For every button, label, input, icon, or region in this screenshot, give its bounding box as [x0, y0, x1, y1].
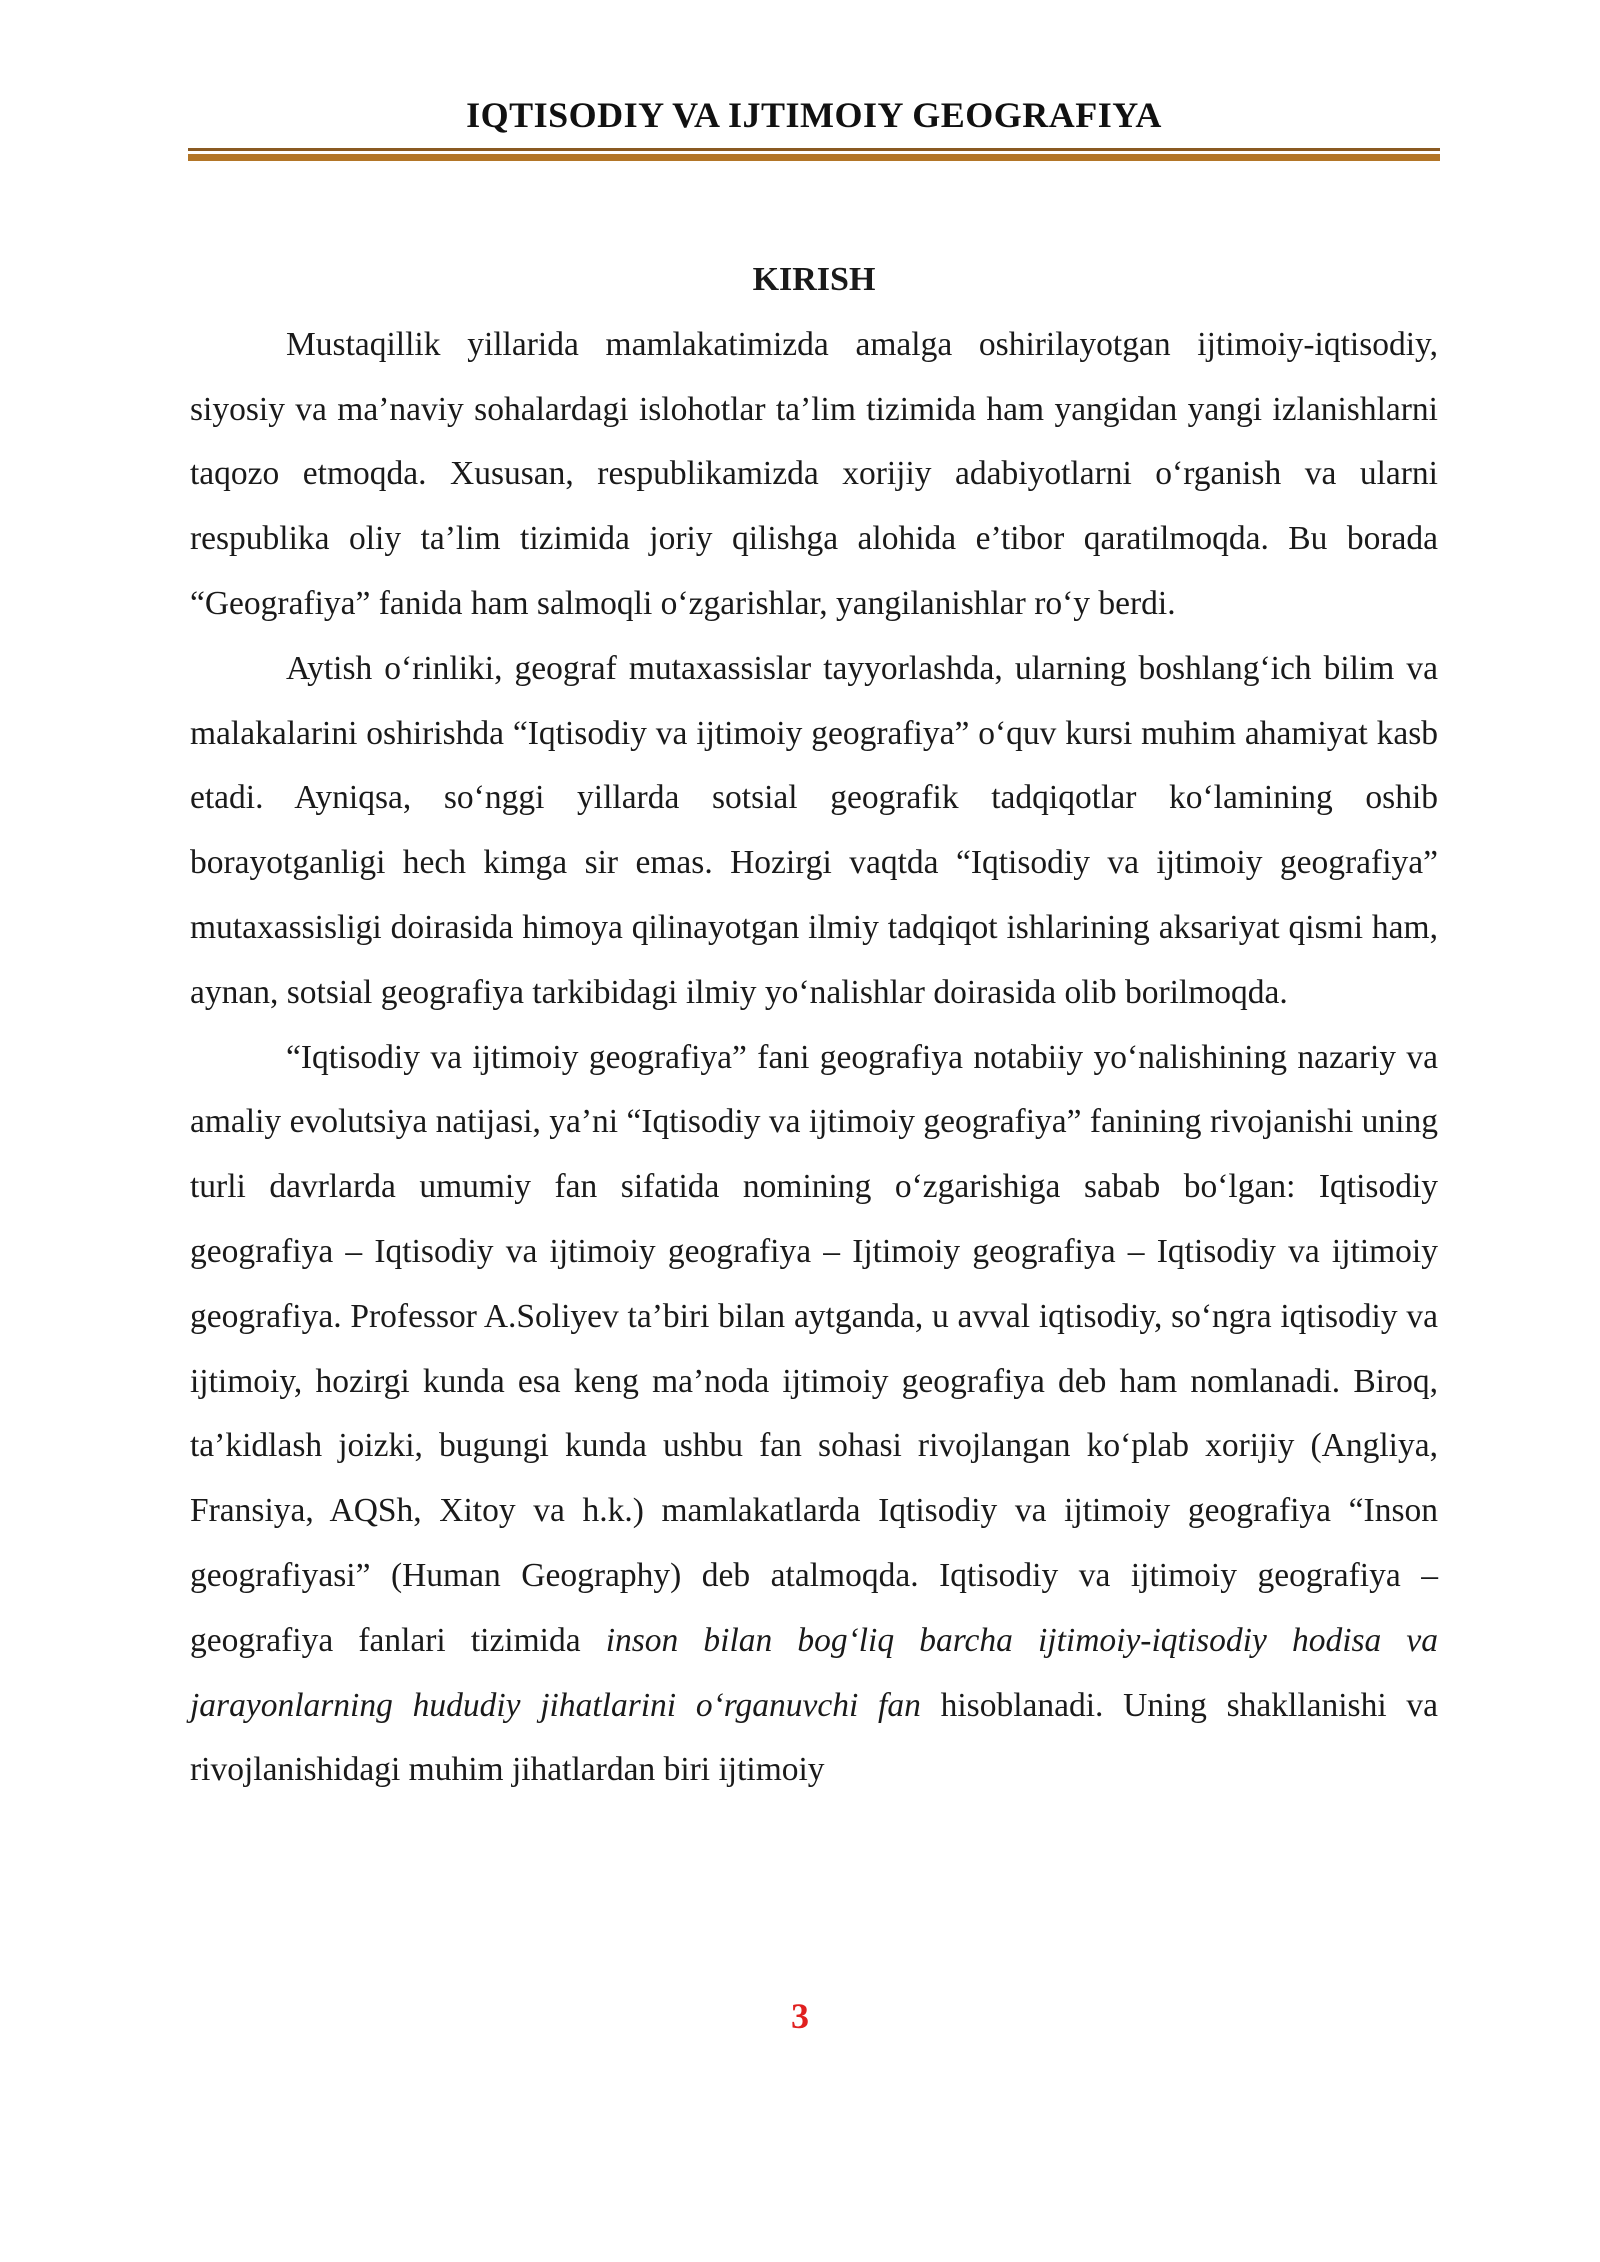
main-content: [190, 248, 1438, 1803]
section-title: KIRISH: [752, 261, 876, 298]
page-number: 3: [791, 1996, 809, 2036]
paragraph-3-text-before: “Iqtisodiy va ijtimoiy geografiya” fani geografiya notabiiy yo‘nalishining nazariy va amaliy evolutsiya natijasi, ya’ni “Iqtisodiy va ijtimoiy geografiya” fanining rivojanishi uning turli davrlarda umumiy fan sifatida nomining o‘zgarishiga sabab bo‘lgan: Iqtisodiy geografiya – Iqtisodiy va ijtimoiy geografiya – Ijtimoiy geografiya – Iqtisodiy va ijtimoiy geografiya. Professor A.Soliyev ta’biri bilan aytganda, u avval iqtisodiy, so‘ngra iqtisodiy va ijtimoiy, hozirgi kunda esa keng ma’noda ijtimoiy geografiya deb ham nomlanadi. Biroq, ta’kidlash joizki, bugungi kunda ushbu fan sohasi rivojlangan ko‘plab xorijiy (Angliya, Fransiya, AQSh, Xitoy va h.k.) mamlakatlarda Iqtisodiy va ijtimoiy geografiya “Inson geografiyasi” (Human Geography) deb atalmoqda. Iqtisodiy va ijtimoiy geografiya – geografiya fanlari tizimida: [190, 1038, 1438, 1659]
header-divider: [188, 148, 1440, 161]
paragraph-3: [190, 1026, 1438, 1804]
paragraph-3-text-after: hisoblanadi. Uning shakllanishi va rivojlanishidagi muhim jihatlardan biri ijtimoiy: [190, 1686, 1438, 1789]
paragraph-1: Mustaqillik yillarida mamlakatimizda amalga oshirilayotgan ijtimoiy-iqtisodiy, siyosiy va ma’naviy sohalardagi islohotlar ta’lim tizimida ham yangidan yangi izlanishlarni taqozo etmoqda. Xususan, respublikamizda xorijiy adabiyotlarni o‘rganish va ularni respublika oliy ta’lim tizimida joriy qilishga alohida e’tibor qaratilmoqda. Bu borada “Geografiya” fanida ham salmoqli o‘zgarishlar, yangilanishlar ro‘y berdi.: [190, 325, 1438, 622]
running-header: IQTISODIY VA IJTIMOIY GEOGRAFIYA: [466, 95, 1162, 135]
paragraph-3-italic-definition: inson bilan bog‘liq barcha ijtimoiy-iqtisodiy hodisa va jarayonlarning hududiy jihatlarini o‘rganuvchi fan: [190, 1621, 1438, 1724]
header-divider-thick-line: [188, 154, 1440, 161]
paragraph-2: Aytish o‘rinliki, geograf mutaxassislar tayyorlashda, ularning boshlang‘ich bilim va malakalarini oshirishda “Iqtisodiy va ijtimoiy geografiya” o‘quv kursi muhim ahamiyat kasb etadi. Ayniqsa, so‘nggi yillarda sotsial geografik tadqiqotlar ko‘lamining oshib borayotganligi hech kimga sir emas. Hozirgi vaqtda “Iqtisodiy va ijtimoiy geografiya” mutaxassisligi doirasida himoya qilinayotgan ilmiy tadqiqot ishlarining aksariyat qismi ham, aynan, sotsial geografiya tarkibidagi ilmiy yo‘nalishlar doirasida olib borilmoqda.: [190, 649, 1438, 1011]
